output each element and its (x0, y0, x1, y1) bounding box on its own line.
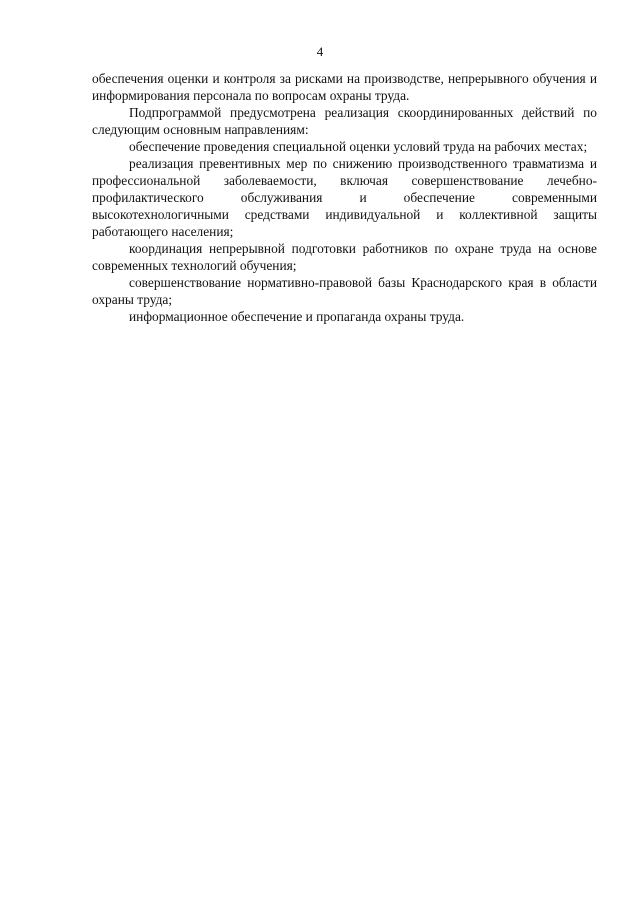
list-item-information-support: информационное обеспечение и пропаганда охраны труда. (129, 309, 465, 324)
document-body (92, 70, 597, 325)
page-number: 4 (316, 44, 324, 59)
list-item-special-assessment: обеспечение проведения специальной оценки условий труда на рабочих местах; (129, 139, 588, 154)
list-item-training-coordination: координация непрерывной подготовки работников по охране труда на основе современных технологий обучения; (92, 241, 597, 273)
list-item-preventive-measures: реализация превентивных мер по снижению производственного травматизма и профессиональной заболеваемости, включая совершенствование лечебно-профилактического обслуживания и обеспечение современными высокотехнологичными средствами индивидуальной и коллективной защиты работающего населения; (92, 156, 597, 239)
paragraph-subprogram-intro: Подпрограммой предусмотрена реализация скоординированных действий по следующим основным направлениям: (92, 105, 597, 137)
list-item-regulatory-base: совершенствование нормативно-правовой базы Краснодарского края в области охраны труда; (92, 275, 597, 307)
paragraph-continuation: обеспечения оценки и контроля за рисками на производстве, непрерывного обучения и информирования персонала по вопросам охраны труда. (92, 71, 597, 103)
